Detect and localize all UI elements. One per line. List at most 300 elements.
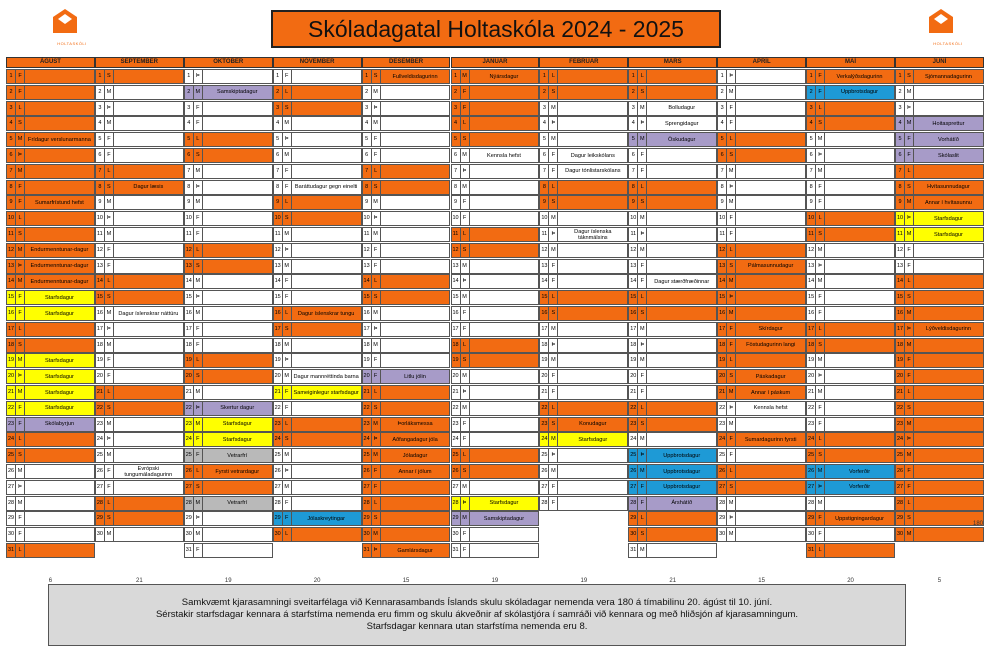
- day-cell[interactable]: [628, 417, 717, 432]
- day-cell[interactable]: [628, 164, 717, 179]
- day-cell[interactable]: [806, 227, 895, 242]
- day-cell[interactable]: [273, 274, 362, 289]
- day-cell[interactable]: [628, 227, 717, 242]
- day-cell[interactable]: [362, 417, 451, 432]
- day-cell[interactable]: [184, 148, 273, 163]
- day-cell[interactable]: [539, 69, 628, 84]
- day-cell[interactable]: [451, 417, 540, 432]
- day-cell[interactable]: [95, 259, 184, 274]
- day-cell[interactable]: [717, 385, 806, 400]
- day-cell[interactable]: [806, 322, 895, 337]
- day-cell[interactable]: [6, 195, 95, 210]
- day-cell[interactable]: [451, 132, 540, 147]
- day-cell[interactable]: [273, 417, 362, 432]
- day-cell[interactable]: [895, 211, 984, 226]
- day-cell[interactable]: [717, 464, 806, 479]
- day-cell[interactable]: [6, 101, 95, 116]
- day-cell[interactable]: [6, 69, 95, 84]
- day-cell[interactable]: [806, 148, 895, 163]
- day-cell[interactable]: [273, 148, 362, 163]
- day-cell[interactable]: [95, 290, 184, 305]
- day-cell[interactable]: [6, 227, 95, 242]
- day-cell[interactable]: [628, 132, 717, 147]
- day-cell[interactable]: [6, 432, 95, 447]
- day-cell[interactable]: [184, 338, 273, 353]
- day-cell[interactable]: [184, 480, 273, 495]
- day-cell[interactable]: [806, 527, 895, 542]
- day-cell[interactable]: [95, 85, 184, 100]
- day-cell[interactable]: [273, 290, 362, 305]
- day-cell[interactable]: [895, 148, 984, 163]
- day-cell[interactable]: [539, 338, 628, 353]
- day-cell[interactable]: [273, 164, 362, 179]
- day-cell[interactable]: [717, 116, 806, 131]
- day-cell[interactable]: [717, 227, 806, 242]
- day-cell[interactable]: [717, 401, 806, 416]
- day-cell[interactable]: [6, 401, 95, 416]
- day-cell[interactable]: [717, 274, 806, 289]
- day-cell[interactable]: [717, 132, 806, 147]
- day-cell[interactable]: [184, 322, 273, 337]
- day-cell[interactable]: [539, 480, 628, 495]
- day-cell[interactable]: [628, 543, 717, 558]
- day-cell[interactable]: [895, 385, 984, 400]
- day-cell[interactable]: [95, 164, 184, 179]
- day-cell[interactable]: [717, 164, 806, 179]
- day-cell[interactable]: [6, 543, 95, 558]
- day-cell[interactable]: [895, 464, 984, 479]
- day-cell[interactable]: [273, 259, 362, 274]
- day-cell[interactable]: [628, 101, 717, 116]
- day-cell[interactable]: [717, 353, 806, 368]
- day-cell[interactable]: [451, 401, 540, 416]
- day-cell[interactable]: [895, 116, 984, 131]
- day-cell[interactable]: [628, 211, 717, 226]
- day-cell[interactable]: [895, 448, 984, 463]
- day-cell[interactable]: [628, 496, 717, 511]
- day-cell[interactable]: [184, 101, 273, 116]
- day-cell[interactable]: [628, 511, 717, 526]
- day-cell[interactable]: [806, 417, 895, 432]
- day-cell[interactable]: [895, 496, 984, 511]
- day-cell[interactable]: [539, 101, 628, 116]
- day-cell[interactable]: [184, 401, 273, 416]
- day-cell[interactable]: [184, 243, 273, 258]
- day-cell[interactable]: [6, 180, 95, 195]
- day-cell[interactable]: [539, 464, 628, 479]
- day-cell[interactable]: [895, 243, 984, 258]
- day-cell[interactable]: [184, 353, 273, 368]
- day-cell[interactable]: [539, 401, 628, 416]
- day-cell[interactable]: [451, 527, 540, 542]
- day-cell[interactable]: [6, 417, 95, 432]
- day-cell[interactable]: [806, 211, 895, 226]
- day-cell[interactable]: [895, 306, 984, 321]
- day-cell[interactable]: [717, 369, 806, 384]
- day-cell[interactable]: [451, 69, 540, 84]
- day-cell[interactable]: [806, 180, 895, 195]
- day-cell[interactable]: [628, 322, 717, 337]
- day-cell[interactable]: [273, 480, 362, 495]
- day-cell[interactable]: [806, 306, 895, 321]
- day-cell[interactable]: [273, 101, 362, 116]
- day-cell[interactable]: [184, 195, 273, 210]
- day-cell[interactable]: [451, 274, 540, 289]
- day-cell[interactable]: [6, 385, 95, 400]
- day-cell[interactable]: [628, 69, 717, 84]
- day-cell[interactable]: [273, 353, 362, 368]
- day-cell[interactable]: [95, 369, 184, 384]
- day-cell[interactable]: [895, 322, 984, 337]
- day-cell[interactable]: [184, 385, 273, 400]
- day-cell[interactable]: [717, 432, 806, 447]
- day-cell[interactable]: [806, 274, 895, 289]
- day-cell[interactable]: [895, 527, 984, 542]
- day-cell[interactable]: [451, 353, 540, 368]
- day-cell[interactable]: [362, 432, 451, 447]
- day-cell[interactable]: [539, 322, 628, 337]
- day-cell[interactable]: [184, 369, 273, 384]
- day-cell[interactable]: [362, 101, 451, 116]
- day-cell[interactable]: [628, 259, 717, 274]
- day-cell[interactable]: [539, 274, 628, 289]
- day-cell[interactable]: [273, 180, 362, 195]
- day-cell[interactable]: [628, 243, 717, 258]
- day-cell[interactable]: [95, 148, 184, 163]
- day-cell[interactable]: [95, 132, 184, 147]
- day-cell[interactable]: [717, 101, 806, 116]
- day-cell[interactable]: [539, 369, 628, 384]
- day-cell[interactable]: [539, 227, 628, 242]
- day-cell[interactable]: [539, 417, 628, 432]
- day-cell[interactable]: [273, 338, 362, 353]
- day-cell[interactable]: [362, 511, 451, 526]
- day-cell[interactable]: [539, 432, 628, 447]
- day-cell[interactable]: [184, 274, 273, 289]
- day-cell[interactable]: [273, 116, 362, 131]
- day-cell[interactable]: [184, 259, 273, 274]
- day-cell[interactable]: [184, 180, 273, 195]
- day-cell[interactable]: [362, 85, 451, 100]
- day-cell[interactable]: [6, 527, 95, 542]
- day-cell[interactable]: [451, 369, 540, 384]
- day-cell[interactable]: [539, 85, 628, 100]
- day-cell[interactable]: [895, 432, 984, 447]
- day-cell[interactable]: [451, 164, 540, 179]
- day-cell[interactable]: [628, 527, 717, 542]
- day-cell[interactable]: [362, 164, 451, 179]
- day-cell[interactable]: [806, 369, 895, 384]
- day-cell[interactable]: [806, 464, 895, 479]
- day-cell[interactable]: [717, 148, 806, 163]
- day-cell[interactable]: [628, 432, 717, 447]
- day-cell[interactable]: [806, 195, 895, 210]
- day-cell[interactable]: [717, 211, 806, 226]
- day-cell[interactable]: [95, 417, 184, 432]
- day-cell[interactable]: [362, 259, 451, 274]
- day-cell[interactable]: [539, 211, 628, 226]
- day-cell[interactable]: [717, 417, 806, 432]
- day-cell[interactable]: [184, 164, 273, 179]
- day-cell[interactable]: [806, 511, 895, 526]
- day-cell[interactable]: [895, 259, 984, 274]
- day-cell[interactable]: [717, 527, 806, 542]
- day-cell[interactable]: [184, 511, 273, 526]
- day-cell[interactable]: [273, 401, 362, 416]
- day-cell[interactable]: [895, 338, 984, 353]
- day-cell[interactable]: [6, 243, 95, 258]
- day-cell[interactable]: [95, 338, 184, 353]
- day-cell[interactable]: [6, 211, 95, 226]
- day-cell[interactable]: [273, 132, 362, 147]
- day-cell[interactable]: [362, 401, 451, 416]
- day-cell[interactable]: [6, 306, 95, 321]
- day-cell[interactable]: [95, 432, 184, 447]
- day-cell[interactable]: [95, 322, 184, 337]
- day-cell[interactable]: [6, 116, 95, 131]
- day-cell[interactable]: [362, 274, 451, 289]
- day-cell[interactable]: [451, 148, 540, 163]
- day-cell[interactable]: [362, 306, 451, 321]
- day-cell[interactable]: [273, 448, 362, 463]
- day-cell[interactable]: [806, 338, 895, 353]
- day-cell[interactable]: [806, 101, 895, 116]
- day-cell[interactable]: [895, 132, 984, 147]
- day-cell[interactable]: [628, 274, 717, 289]
- day-cell[interactable]: [95, 101, 184, 116]
- day-cell[interactable]: [95, 511, 184, 526]
- day-cell[interactable]: [362, 369, 451, 384]
- day-cell[interactable]: [95, 448, 184, 463]
- day-cell[interactable]: [451, 464, 540, 479]
- day-cell[interactable]: [273, 527, 362, 542]
- day-cell[interactable]: [95, 464, 184, 479]
- day-cell[interactable]: [184, 432, 273, 447]
- day-cell[interactable]: [628, 116, 717, 131]
- day-cell[interactable]: [362, 353, 451, 368]
- day-cell[interactable]: [539, 259, 628, 274]
- day-cell[interactable]: [273, 227, 362, 242]
- day-cell[interactable]: [184, 227, 273, 242]
- day-cell[interactable]: [539, 448, 628, 463]
- day-cell[interactable]: [273, 243, 362, 258]
- day-cell[interactable]: [895, 417, 984, 432]
- day-cell[interactable]: [451, 322, 540, 337]
- day-cell[interactable]: [539, 180, 628, 195]
- day-cell[interactable]: [6, 148, 95, 163]
- day-cell[interactable]: [895, 227, 984, 242]
- day-cell[interactable]: [95, 306, 184, 321]
- day-cell[interactable]: [628, 180, 717, 195]
- day-cell[interactable]: [717, 243, 806, 258]
- day-cell[interactable]: [184, 527, 273, 542]
- day-cell[interactable]: [6, 353, 95, 368]
- day-cell[interactable]: [95, 116, 184, 131]
- day-cell[interactable]: [362, 543, 451, 558]
- day-cell[interactable]: [273, 385, 362, 400]
- day-cell[interactable]: [184, 448, 273, 463]
- day-cell[interactable]: [6, 132, 95, 147]
- day-cell[interactable]: [184, 132, 273, 147]
- day-cell[interactable]: [628, 353, 717, 368]
- day-cell[interactable]: [806, 243, 895, 258]
- day-cell[interactable]: [273, 432, 362, 447]
- day-cell[interactable]: [895, 274, 984, 289]
- day-cell[interactable]: [717, 338, 806, 353]
- day-cell[interactable]: [451, 480, 540, 495]
- day-cell[interactable]: [539, 306, 628, 321]
- day-cell[interactable]: [717, 290, 806, 305]
- day-cell[interactable]: [628, 306, 717, 321]
- day-cell[interactable]: [184, 464, 273, 479]
- day-cell[interactable]: [362, 338, 451, 353]
- day-cell[interactable]: [95, 527, 184, 542]
- day-cell[interactable]: [362, 464, 451, 479]
- day-cell[interactable]: [6, 259, 95, 274]
- day-cell[interactable]: [806, 401, 895, 416]
- day-cell[interactable]: [895, 369, 984, 384]
- day-cell[interactable]: [362, 180, 451, 195]
- day-cell[interactable]: [184, 211, 273, 226]
- day-cell[interactable]: [539, 195, 628, 210]
- day-cell[interactable]: [451, 101, 540, 116]
- day-cell[interactable]: [539, 148, 628, 163]
- day-cell[interactable]: [184, 290, 273, 305]
- day-cell[interactable]: [6, 464, 95, 479]
- day-cell[interactable]: [806, 116, 895, 131]
- day-cell[interactable]: [451, 306, 540, 321]
- day-cell[interactable]: [895, 85, 984, 100]
- day-cell[interactable]: [95, 274, 184, 289]
- day-cell[interactable]: [6, 290, 95, 305]
- day-cell[interactable]: [628, 401, 717, 416]
- day-cell[interactable]: [451, 338, 540, 353]
- day-cell[interactable]: [273, 306, 362, 321]
- day-cell[interactable]: [184, 306, 273, 321]
- day-cell[interactable]: [362, 69, 451, 84]
- day-cell[interactable]: [628, 290, 717, 305]
- day-cell[interactable]: [539, 243, 628, 258]
- day-cell[interactable]: [6, 322, 95, 337]
- day-cell[interactable]: [451, 511, 540, 526]
- day-cell[interactable]: [451, 385, 540, 400]
- day-cell[interactable]: [539, 385, 628, 400]
- day-cell[interactable]: [362, 195, 451, 210]
- day-cell[interactable]: [628, 385, 717, 400]
- day-cell[interactable]: [184, 496, 273, 511]
- day-cell[interactable]: [806, 259, 895, 274]
- day-cell[interactable]: [895, 401, 984, 416]
- day-cell[interactable]: [273, 322, 362, 337]
- day-cell[interactable]: [451, 243, 540, 258]
- day-cell[interactable]: [628, 338, 717, 353]
- day-cell[interactable]: [362, 132, 451, 147]
- day-cell[interactable]: [451, 448, 540, 463]
- day-cell[interactable]: [95, 69, 184, 84]
- day-cell[interactable]: [451, 195, 540, 210]
- day-cell[interactable]: [184, 85, 273, 100]
- day-cell[interactable]: [717, 180, 806, 195]
- day-cell[interactable]: [273, 85, 362, 100]
- day-cell[interactable]: [362, 211, 451, 226]
- day-cell[interactable]: [6, 164, 95, 179]
- day-cell[interactable]: [95, 227, 184, 242]
- day-cell[interactable]: [95, 195, 184, 210]
- day-cell[interactable]: [95, 385, 184, 400]
- day-cell[interactable]: [895, 353, 984, 368]
- day-cell[interactable]: [717, 69, 806, 84]
- day-cell[interactable]: [451, 211, 540, 226]
- day-cell[interactable]: [717, 259, 806, 274]
- day-cell[interactable]: [362, 385, 451, 400]
- day-cell[interactable]: [6, 338, 95, 353]
- day-cell[interactable]: [95, 353, 184, 368]
- day-cell[interactable]: [895, 480, 984, 495]
- day-cell[interactable]: [451, 432, 540, 447]
- day-cell[interactable]: [451, 543, 540, 558]
- day-cell[interactable]: [895, 69, 984, 84]
- day-cell[interactable]: [717, 511, 806, 526]
- day-cell[interactable]: [184, 417, 273, 432]
- day-cell[interactable]: [451, 290, 540, 305]
- day-cell[interactable]: [806, 353, 895, 368]
- day-cell[interactable]: [362, 148, 451, 163]
- day-cell[interactable]: [273, 464, 362, 479]
- day-cell[interactable]: [717, 448, 806, 463]
- day-cell[interactable]: [539, 290, 628, 305]
- day-cell[interactable]: [628, 195, 717, 210]
- day-cell[interactable]: [362, 243, 451, 258]
- day-cell[interactable]: [806, 448, 895, 463]
- day-cell[interactable]: [539, 116, 628, 131]
- day-cell[interactable]: [95, 401, 184, 416]
- day-cell[interactable]: [362, 116, 451, 131]
- day-cell[interactable]: [273, 195, 362, 210]
- day-cell[interactable]: [362, 227, 451, 242]
- day-cell[interactable]: [717, 85, 806, 100]
- day-cell[interactable]: [539, 496, 628, 511]
- day-cell[interactable]: [717, 322, 806, 337]
- day-cell[interactable]: [273, 69, 362, 84]
- day-cell[interactable]: [628, 148, 717, 163]
- day-cell[interactable]: [95, 243, 184, 258]
- day-cell[interactable]: [539, 164, 628, 179]
- day-cell[interactable]: [451, 85, 540, 100]
- day-cell[interactable]: [95, 211, 184, 226]
- day-cell[interactable]: [539, 353, 628, 368]
- day-cell[interactable]: [95, 480, 184, 495]
- day-cell[interactable]: [362, 448, 451, 463]
- day-cell[interactable]: [451, 259, 540, 274]
- day-cell[interactable]: [6, 85, 95, 100]
- day-cell[interactable]: [806, 132, 895, 147]
- day-cell[interactable]: [184, 69, 273, 84]
- day-cell[interactable]: [806, 543, 895, 558]
- day-cell[interactable]: [273, 496, 362, 511]
- day-cell[interactable]: [6, 274, 95, 289]
- day-cell[interactable]: [806, 496, 895, 511]
- day-cell[interactable]: [895, 101, 984, 116]
- day-cell[interactable]: [806, 69, 895, 84]
- day-cell[interactable]: [717, 496, 806, 511]
- day-cell[interactable]: [628, 369, 717, 384]
- day-cell[interactable]: [806, 290, 895, 305]
- day-cell[interactable]: [184, 116, 273, 131]
- day-cell[interactable]: [806, 164, 895, 179]
- day-cell[interactable]: [95, 180, 184, 195]
- day-cell[interactable]: [806, 385, 895, 400]
- day-cell[interactable]: [895, 164, 984, 179]
